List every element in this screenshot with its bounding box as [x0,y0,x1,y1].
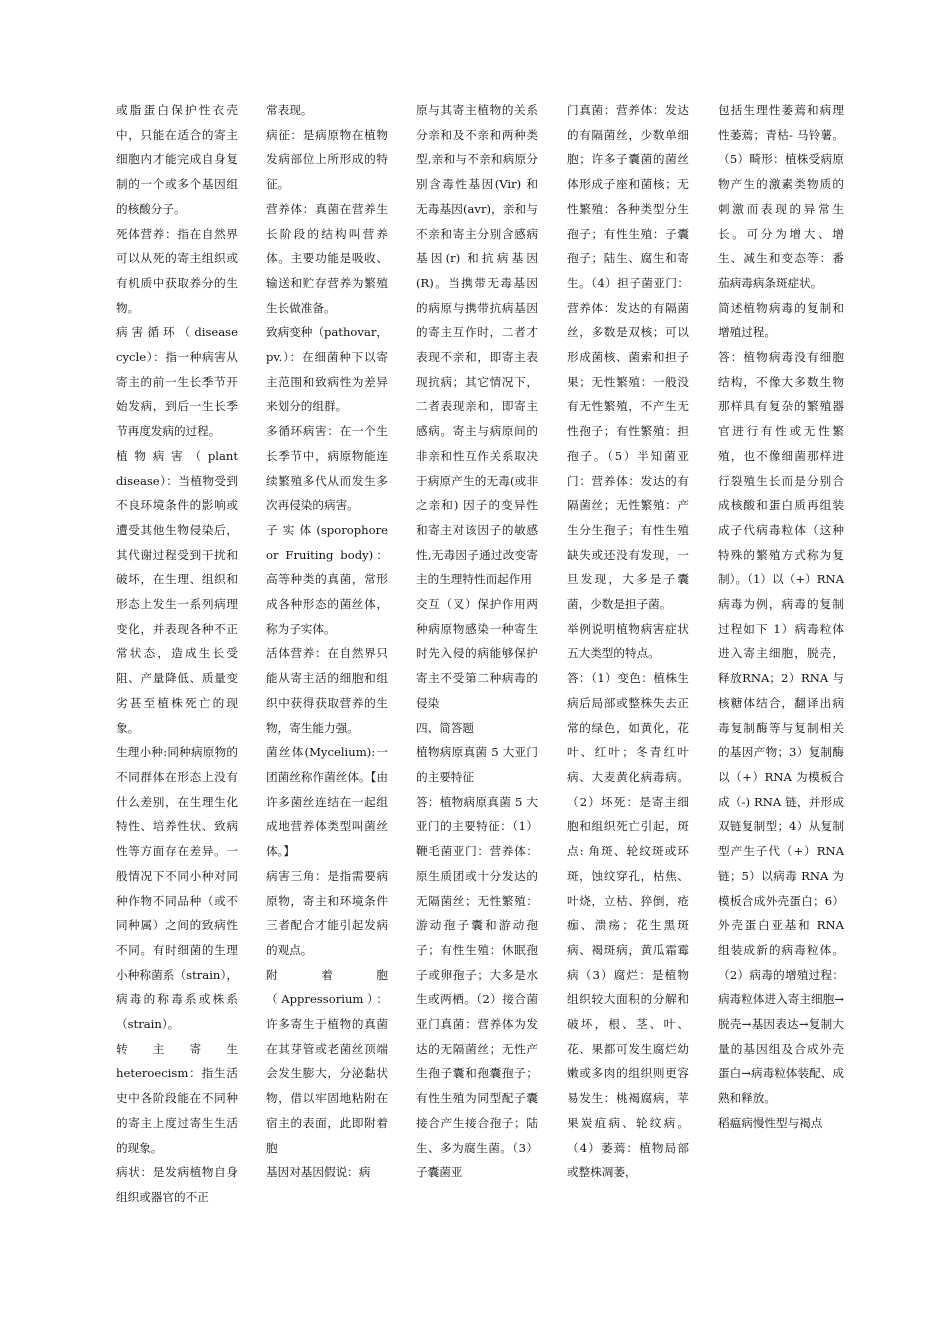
text-column-1 [116,98,238,1210]
paragraph: 植物病害（plant disease）：当植物受到不良环境条件的影响或遭受其他生物侵染后，其代谢过程受到干扰和破坏，在生理、组织和形态上发生一系列病理变化，并表现各种不正常状态，造成生长受阻、产量降低、质量变劣甚至植株死亡的现象。 [116,448,238,735]
paragraph: 子实体(sporophore or Fruiting body)：高等种类的真菌，常形成各种形态的菌丝体，称为子实体。 [266,522,388,636]
paragraph: 多循环病害：在一个生长季节中，病原物能连续繁殖多代从而发生多次再侵染的病害。 [266,424,388,513]
paragraph: 营养体：真菌在营养生长阶段的结构叫营养体。主要功能是吸收、输送和贮存营养为繁殖生长做准备。 [266,201,388,315]
text-column-4 [567,98,689,1185]
paragraph: 原与其寄主植物的关系分亲和及不亲和两种类型,亲和与不亲和病原分别含毒性基因(Vir) 和无毒基因(avr)，亲和与不亲和寄主分别含感病基因(r) 和抗病基因(R)。当携带无毒基因的病原与携带抗病基因的寄主互作时，二者才表现不亲和，即寄主表现抗病；其它情况下，二者表现亲和，即寄主感病。寄主与病原间的非亲和性互作关系取决于病原产生的无毒(或非之亲和) 因子的变异性和寄主对该因子的敏感性,无毒因子通过改变寄主的生理特性而起作用 [416,103,538,587]
paragraph: 或脂蛋白保护性衣壳中，只能在适合的寄主细胞内才能完成自身复制的一个或多个基因组的核酸分子。 [116,103,238,216]
paragraph: 病状：是发病植物自身组织或器官的不正 [116,1165,238,1204]
paragraph: 病征：是病原物在植物发病部位上所形成的特征。 [266,127,388,192]
paragraph: 答：（1）变色：植株生病后局部或整株失去正常的绿色，如黄化，花叶、红叶；冬青红叶病、大麦黄化病毒病。（2）坏死：是寄主细胞和组织死亡引起，斑点: 角斑、轮纹斑或环斑，蚀纹穿孔，枯焦、叶烧，立枯、猝倒，疮痂、溃疡；花生黑斑病、褐斑病，黄瓜霜霉病（3）腐烂：是植物组织较大面积的分解和破坏，根、茎、叶、花、果都可发生腐烂幼嫩或多肉的组织则更容易发生：桃褐腐病，苹果炭疽病、轮纹病。（4）萎蔫：植物局部或整株凋萎， [567,671,689,1180]
paragraph: 病害循环（disease cycle）：指一种病害从寄主的前一生长季节开始发病，到后一生长季节再度发病的过程。 [116,325,238,439]
paragraph: 转主寄生 heteroecism：指生活史中各阶段能在不同种的寄主上度过寄生生活的现象。 [116,1041,238,1155]
paragraph: 附着胞（Appressorium）：许多寄生于植物的真菌在其芽管或老菌丝顶端会发生膨大，分泌黏状物，借以牢固地粘附在宿主的表面，此即附着胞 [266,967,388,1155]
paragraph: 致病变种（pathovar，pv.）：在细菌种下以寄主范围和致病性为差异来划分的组群。 [266,325,389,414]
paragraph: 门真菌：营养体：发达的有隔菌丝，少数单细胞；许多子囊菌的菌丝体形成子座和菌核；无性繁殖：各种类型分生孢子；有性生殖：子囊孢子；陆生、腐生和寄生。（4）担子菌亚门：营养体：发达的有隔菌丝，多数是双核；可以形成菌核、菌索和担子果；无性繁殖：一般没有无性繁殖，不产生无性孢子；有性繁殖：担孢子。（5）半知菌亚门：营养体：发达的有隔菌丝；无性繁殖：产生分生孢子；有性生殖缺失或还没有发现，一旦发现，大多是子囊菌，少数是担子菌。 [567,103,689,612]
paragraph: 基因对基因假说：病 [266,1165,371,1180]
paragraph: 病害三角：是指需要病原物，寄主和环境条件三者配合才能引起发病的观点。 [266,868,388,957]
paragraph: 包括生理性萎蔫和病理性萎蔫；青枯- 马铃薯。（5）畸形：植株受病原物产生的激素类物质的刺激而表现的异常生长。可分为增大、增生、减生和变态等：番茄病毒病条斑症状。 [718,103,844,290]
paragraph: 植物病原真菌 5 大亚门的主要特征 [416,745,538,784]
text-column-5 [718,98,844,1136]
paragraph: 简述植物病毒的复制和增殖过程。 [718,300,844,340]
paragraph: 死体营养：指在自然界可以从死的寄主组织或有机质中获取养分的生物。 [116,226,238,315]
paragraph: 生理小种:同种病原物的不同群体在形态上没有什么差别，在生理生化特性、培养性状、致病性等方面存在差异。一般情况下不同小种对同种作物不同品种（或不同种属）之间的致病性不同。有时细菌的生理小种称菌系（strain），病毒的称毒系或株系（strain）。 [116,745,238,1032]
paragraph: 稻瘟病慢性型与褐点 [718,1115,823,1130]
paragraph: 活体营养：在自然界只能从寄主活的细胞和组织中获得获取营养的生物，寄生能力强。 [266,646,388,735]
text-column-2 [266,98,388,1185]
paragraph: 菌丝体(Mycelium):一团菌丝称作菌丝体。【由许多菌丝连结在一起组成地营养体类型叫菌丝体。】 [266,745,388,859]
paragraph: 答：植物病原真菌 5 大亚门的主要特征：（1）鞭毛菌亚门：营养体：原生质团或十分发达的无隔菌丝；无性繁殖：游动孢子囊和游动孢子；有性生殖：休眠孢子或卵孢子；大多是水生或两栖。（2）接合菌亚门真菌：营养体为发达的无隔菌丝；无性产生孢子囊和孢囊孢子；有性生殖为同型配子囊接合产生接合孢子；陆生、多为腐生菌。（3）子囊菌亚 [416,794,538,1180]
paragraph: 四、简答题 [416,720,474,735]
paragraph: 交互（叉）保护作用两种病原物感染一种寄生时先入侵的病能够保护寄主不受第二种病毒的侵染 [416,597,538,710]
paragraph: 答：植物病毒没有细胞结构，不像大多数生物那样具有复杂的繁殖器官进行有性或无性繁殖，也不像细菌那样进行裂殖生长而是分别合成核酸和蛋白质再组装成子代病毒粒体（这种特殊的繁殖方式称为复制）。（1）以（+）RNA 病毒为例，病毒的复制过程如下 1）病毒粒体进入寄主细胞，脱壳，释放RNA；2）RNA 与核糖体结合，翻译出病毒复制酶等与复制相关的基因产物；3）复制酶以（+）RNA 为模板合成（-) RNA 链，并形成双链复制型；4）从复制型产生子代（+）RNA 链；5）以病毒 RNA 为模板合成外壳蛋白；6）外壳蛋白亚基和 RNA 组装成新的病毒粒体。（2）病毒的增殖过程：病毒粒体进入寄主细胞→脱壳→基因表达→复制大量的基因组及合成外壳蛋白→病毒粒体装配、成熟和释放。 [718,350,844,1106]
paragraph: 常表现。 [266,103,313,117]
text-column-3 [416,98,538,1185]
paragraph: 举例说明植物病害症状五大类型的特点。 [567,621,689,661]
